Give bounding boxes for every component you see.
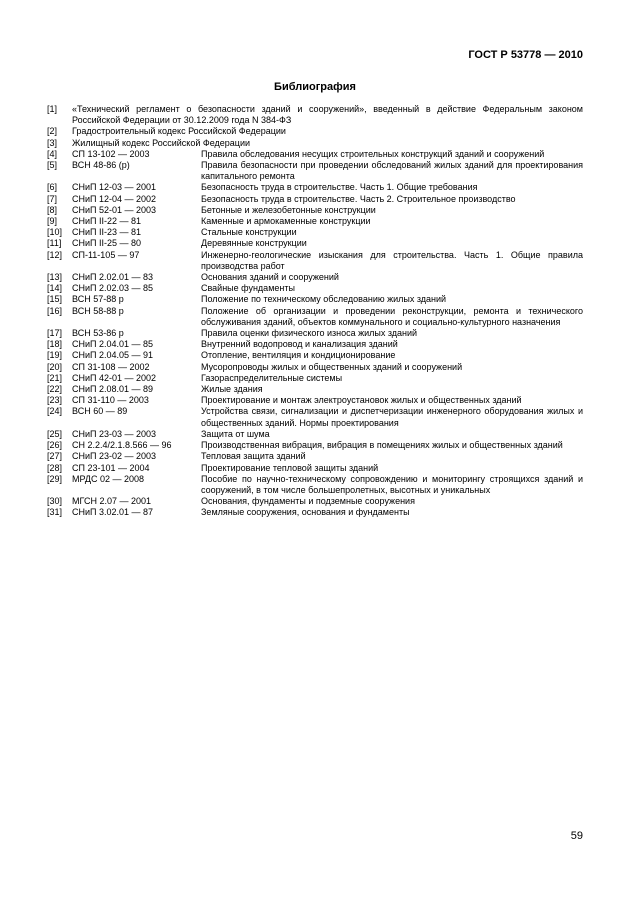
entry-title: Защита от шума xyxy=(201,428,270,439)
entry-number: [21] xyxy=(47,372,63,383)
bibliography-entry xyxy=(47,395,583,406)
entry-code: СНиП 2.04.01 — 85 xyxy=(72,339,154,350)
entry-title: Бетонные и железобетонные конструкции xyxy=(201,204,376,215)
bibliography-entry xyxy=(47,272,583,283)
entry-title: Производственная вибрация, вибрация в помещениях жилых и общественных зданий xyxy=(201,440,563,451)
bibliography-entry xyxy=(47,227,583,238)
entry-title: Градостроительный кодекс Российской Федерации xyxy=(72,126,286,137)
entry-title: Пособие по научно-техническому сопровождению и мониторингу строящихся зданий и сооружений, в том числе большепролетных, высотных и уникальных xyxy=(201,473,583,495)
entry-code: СНиП II-23 — 81 xyxy=(72,227,142,238)
entry-title: Жилищный кодекс Российской Федерации xyxy=(72,137,250,148)
entry-number: [24] xyxy=(47,406,63,417)
bibliography-entry xyxy=(47,496,583,507)
entry-title: Проектирование тепловой защиты зданий xyxy=(201,462,379,473)
entry-code: ВСН 60 — 89 xyxy=(72,406,128,417)
entry-title: Проектирование и монтаж электроустановок жилых и общественных зданий xyxy=(201,395,522,406)
entry-code: СНиП 2.08.01 — 89 xyxy=(72,384,154,395)
entry-code: СП-11-105 — 97 xyxy=(72,249,140,260)
entry-code: ВСН 48-86 (р) xyxy=(72,160,130,171)
entry-title: Каменные и армокаменные конструкции xyxy=(201,216,371,227)
entry-title: Отопление, вентиляция и кондиционирование xyxy=(201,350,396,361)
entry-number: [10] xyxy=(47,227,63,238)
entry-number: [11] xyxy=(47,238,62,249)
bibliography-entry xyxy=(47,429,583,440)
entry-code: СНиП 52-01 — 2003 xyxy=(72,204,157,215)
entry-number: [19] xyxy=(47,350,63,361)
bibliography-entry xyxy=(47,238,583,249)
page-title: Библиография xyxy=(274,81,356,93)
entry-title: Свайные фундаменты xyxy=(201,283,295,294)
entry-number: [29] xyxy=(47,473,63,484)
entry-code: СНиП II-25 — 80 xyxy=(72,238,142,249)
entry-title: Безопасность труда в строительстве. Часть 2. Строительное производство xyxy=(201,193,516,204)
entry-title: Безопасность труда в строительстве. Часть 1. Общие требования xyxy=(201,182,478,193)
entry-title: Правила оценки физического износа жилых зданий xyxy=(201,328,418,339)
bibliography-entry xyxy=(47,507,583,518)
bibliography-entry xyxy=(47,474,583,496)
bibliography-entry xyxy=(47,205,583,216)
bibliography-entry xyxy=(47,283,583,294)
entry-number: [2] xyxy=(47,126,58,137)
bibliography-list xyxy=(47,104,583,519)
entry-title: Правила безопасности при проведении обследований жилых зданий для проектирования капитального ремонта xyxy=(201,160,583,182)
entry-code: ВСН 58-88 р xyxy=(72,305,124,316)
bibliography-entry xyxy=(47,104,583,126)
bibliography-entry xyxy=(47,182,583,193)
entry-number: [5] xyxy=(47,160,58,171)
entry-code: СНиП 12-03 — 2001 xyxy=(72,182,157,193)
entry-number: [17] xyxy=(47,328,63,339)
entry-code: СНиП 12-04 — 2002 xyxy=(72,193,157,204)
entry-number: [31] xyxy=(47,507,63,518)
entry-number: [27] xyxy=(47,451,63,462)
entry-title: Жилые здания xyxy=(201,384,263,395)
entry-title: Положение по техническому обследованию жилых зданий xyxy=(201,294,447,305)
entry-number: [23] xyxy=(47,395,63,406)
document-standard-number: ГОСТ Р 53778 — 2010 xyxy=(468,49,583,61)
entry-title: Стальные конструкции xyxy=(201,227,297,238)
bibliography-entry xyxy=(47,306,583,328)
entry-number: [22] xyxy=(47,384,63,395)
entry-code: СНиП 23-03 — 2003 xyxy=(72,428,157,439)
bibliography-entry xyxy=(47,384,583,395)
entry-title: Правила обследования несущих строительных конструкций зданий и сооружений xyxy=(201,148,545,159)
entry-number: [4] xyxy=(47,148,58,159)
entry-code: СНиП II-22 — 81 xyxy=(72,216,142,227)
entry-code: МГСН 2.07 — 2001 xyxy=(72,496,152,507)
entry-number: [15] xyxy=(47,294,63,305)
entry-number: [6] xyxy=(47,182,58,193)
bibliography-entry xyxy=(47,149,583,160)
entry-code: СНиП 23-02 — 2003 xyxy=(72,451,157,462)
entry-number: [18] xyxy=(47,339,63,350)
entry-code: СНиП 2.02.03 — 85 xyxy=(72,283,154,294)
entry-title: Основания зданий и сооружений xyxy=(201,272,339,283)
entry-code: СНиП 42-01 — 2002 xyxy=(72,372,157,383)
entry-title: Положение об организации и проведении реконструкции, ремонта и технического обслуживания зданий, объектов коммунального и социально-культурного назначения xyxy=(201,305,583,327)
entry-title: Инженерно-геологические изыскания для строительства. Часть 1. Общие правила производства работ xyxy=(201,249,583,271)
entry-title: Основания, фундаменты и подземные сооружения xyxy=(201,496,415,507)
entry-number: [28] xyxy=(47,462,63,473)
entry-title: Устройства связи, сигнализации и диспетчеризации инженерного оборудования жилых и общественных зданий. Нормы проектирования xyxy=(201,406,583,428)
entry-title: Деревянные конструкции xyxy=(201,238,307,249)
bibliography-entry xyxy=(47,373,583,384)
bibliography-entry xyxy=(47,451,583,462)
entry-title: Тепловая защита зданий xyxy=(201,451,306,462)
bibliography-entry xyxy=(47,216,583,227)
entry-number: [7] xyxy=(47,193,58,204)
entry-code: СП 31-110 — 2003 xyxy=(72,395,149,406)
bibliography-entry xyxy=(47,294,583,305)
entry-number: [25] xyxy=(47,428,63,439)
entry-title: Мусоропроводы жилых и общественных зданий и сооружений xyxy=(201,361,463,372)
bibliography-entry xyxy=(47,362,583,373)
bibliography-entry xyxy=(47,160,583,182)
entry-number: [30] xyxy=(47,496,63,507)
entry-title: «Технический регламент о безопасности зданий и сооружений», введенный в действие Федеральным законом Российской Федерации от 30.12.2009 года N 384-ФЗ xyxy=(72,104,583,126)
entry-code: ВСН 57-88 р xyxy=(72,294,124,305)
entry-number: [14] xyxy=(47,283,63,294)
entry-code: СНиП 2.02.01 — 83 xyxy=(72,272,154,283)
entry-code: СНиП 2.04.05 — 91 xyxy=(72,350,154,361)
bibliography-entry xyxy=(47,350,583,361)
entry-number: [1] xyxy=(47,104,58,114)
entry-number: [16] xyxy=(47,305,63,316)
entry-number: [20] xyxy=(47,361,63,372)
entry-code: ВСН 53-86 р xyxy=(72,328,124,339)
bibliography-entry xyxy=(47,406,583,428)
entry-number: [3] xyxy=(47,137,58,148)
entry-number: [12] xyxy=(47,249,63,260)
bibliography-entry xyxy=(47,126,583,137)
entry-code: СП 23-101 — 2004 xyxy=(72,462,150,473)
bibliography-entry xyxy=(47,194,583,205)
entry-number: [13] xyxy=(47,272,63,283)
bibliography-entry xyxy=(47,328,583,339)
entry-code: МРДС 02 — 2008 xyxy=(72,473,145,484)
bibliography-entry xyxy=(47,250,583,272)
entry-number: [8] xyxy=(47,204,58,215)
entry-title: Газораспределительные системы xyxy=(201,372,343,383)
entry-number: [26] xyxy=(47,440,63,451)
entry-number: [9] xyxy=(47,216,58,227)
bibliography-entry xyxy=(47,440,583,451)
entry-code: СНиП 3.02.01 — 87 xyxy=(72,507,154,518)
page-number: 59 xyxy=(570,830,583,842)
bibliography-entry xyxy=(47,339,583,350)
bibliography-entry xyxy=(47,463,583,474)
entry-code: СП 31-108 — 2002 xyxy=(72,361,150,372)
bibliography-entry xyxy=(47,138,583,149)
entry-code: СП 13-102 — 2003 xyxy=(72,148,150,159)
entry-code: СН 2.2.4/2.1.8.566 — 96 xyxy=(72,440,172,451)
entry-title: Внутренний водопровод и канализация зданий xyxy=(201,339,398,350)
entry-title: Земляные сооружения, основания и фундаменты xyxy=(201,507,410,518)
